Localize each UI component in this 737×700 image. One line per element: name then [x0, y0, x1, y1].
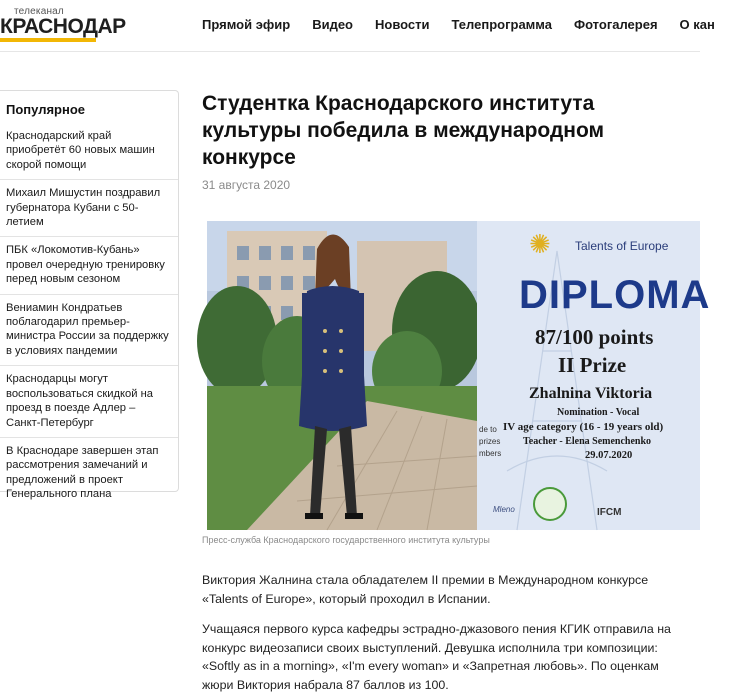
- popular-item-kondratyev[interactable]: Вениамин Кондратьев поблагодарил премьер-министра России за поддержку в условиях пандемии: [0, 294, 178, 366]
- diploma-side-text-3: mbers: [479, 449, 502, 458]
- popular-item-train-discount[interactable]: Краснодарцы могут воспользоваться скидкой на проезд в поезде Адлер – Санкт-Петербург: [0, 365, 178, 437]
- diploma-date: 29.07.2020: [585, 450, 633, 461]
- diploma-green-seal: [533, 487, 567, 521]
- article-photo: [207, 221, 711, 530]
- nav-video[interactable]: Видео: [312, 17, 353, 32]
- popular-item-mishustin[interactable]: Михаил Мишустин поздравил губернатора Кубани с 50-летием: [0, 179, 178, 236]
- diploma-org: Talents of Europe: [575, 239, 669, 253]
- site-header: [0, 0, 715, 52]
- nav-about[interactable]: О кан: [679, 17, 715, 32]
- popular-item-ambulances[interactable]: Краснодарский край приобретёт 60 новых машин скорой помощи: [6, 130, 155, 171]
- diploma-side-text-1: de to: [479, 425, 497, 434]
- popular-item-general-plan[interactable]: В Краснодаре завершен этап рассмотрения замечаний и предложений в проект Генерального плана: [0, 437, 178, 509]
- diploma-title: DIPLOMA: [519, 273, 711, 317]
- logo-title: КРАСНОДАР: [0, 15, 126, 38]
- popular-list: [0, 125, 178, 509]
- article-date: 31 августа 2020: [202, 178, 291, 192]
- diploma-teacher: Teacher - Elena Semenchenko: [523, 436, 652, 447]
- logo-accent-bar: [0, 38, 96, 42]
- sidebar-title: Популярное: [6, 102, 86, 117]
- diploma-category: IV age category (16 - 19 years old): [503, 421, 664, 433]
- diploma-name: Zhalnina Viktoria: [529, 385, 653, 402]
- diploma-prize: II Prize: [558, 353, 627, 377]
- diploma-nomination: Nomination - Vocal: [557, 407, 640, 418]
- site-logo[interactable]: [0, 4, 126, 44]
- photo-caption: Пресс-служба Краснодарского государственного института культуры: [202, 535, 490, 545]
- main-nav: [202, 16, 737, 34]
- logo-subtitle: телеканал: [14, 6, 64, 17]
- diploma-logo-ifcm: IFCM: [597, 507, 622, 518]
- popular-item-lokomotiv[interactable]: ПБК «Локомотив-Кубань» провел очередную тренировку перед новым сезоном: [0, 236, 178, 293]
- popular-sidebar: [0, 90, 179, 501]
- nav-live[interactable]: Прямой эфир: [202, 17, 291, 32]
- diploma-star-logo: ✺: [529, 229, 551, 259]
- article-paragraph-2: Учащаяся первого курса кафедры эстрадно-джазового пения КГИК отправила на конкурс видеозаписи своих выступлений. Девушка исполнила три композиции: «Softly as in a morning», «I'm every woman» и «Запретная любовь». По оценкам жюри Виктория набрала 87 баллов из 100.: [202, 622, 671, 692]
- article-paragraph-1: Виктория Жалнина стала обладателем II премии в Международном конкурсе «Talents of Europe», который проходил в Испании.: [202, 573, 649, 606]
- diploma-logo-mleno: Mleno: [493, 505, 515, 514]
- diploma-side-text-2: prizes: [479, 437, 501, 446]
- nav-news[interactable]: Новости: [375, 17, 430, 32]
- nav-tv-program[interactable]: Телепрограмма: [451, 17, 552, 32]
- diploma-points: 87/100 points: [535, 325, 654, 349]
- article-title: Студентка Краснодарского института культуры победила в международном конкурсе: [202, 92, 605, 169]
- nav-photo-gallery[interactable]: Фотогалерея: [573, 17, 658, 32]
